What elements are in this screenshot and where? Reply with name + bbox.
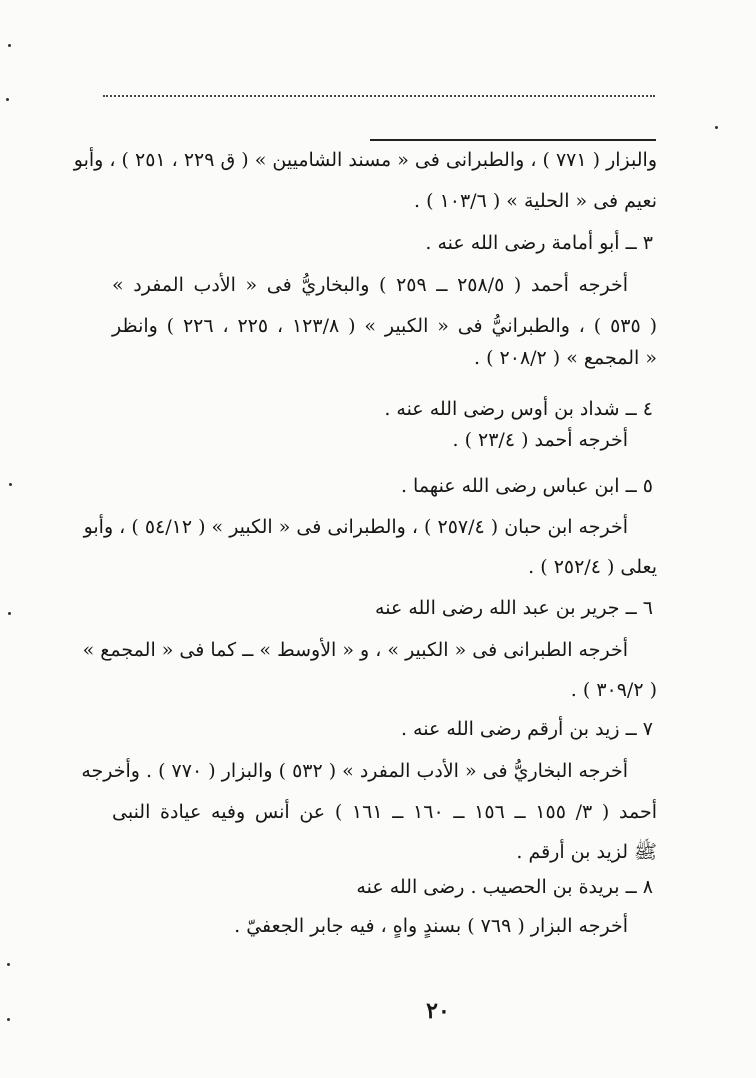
text-line-8: أخرجه أحمد ( ٢٣/٤ ) . <box>452 429 628 451</box>
scan-speck <box>8 44 11 47</box>
text-line-13: أخرجه الطبرانى فى « الكبير » ، و « الأوسط » ــ كما فى « المجمع » <box>82 639 628 661</box>
text-line-4: أخرجه أحمد ( ٢٥٨/٥ ــ ٢٥٩ ) والبخاريُّ فى « الأدب المفرد » <box>112 274 628 296</box>
entry-heading-3: ٣ ــ أبو أمامة رضى الله عنه . <box>425 232 653 254</box>
scan-speck <box>7 963 10 966</box>
text-line-14: ( ٣٠٩/٢ ) . <box>570 679 657 701</box>
text-line-18: ﷺ لزيد بن أرقم . <box>516 841 657 863</box>
scan-speck <box>6 98 9 101</box>
scan-speck <box>7 1018 10 1021</box>
entry-heading-4: ٤ ــ شداد بن أوس رضى الله عنه . <box>384 398 653 420</box>
text-line-10: أخرجه ابن حبان ( ٢٥٧/٤ ) ، والطبرانى فى « الكبير » ( ٥٤/١٢ ) ، وأبو <box>83 516 628 538</box>
text-line-5: ( ٥٣٥ ) ، والطبرانيُّ فى « الكبير » ( ١٢٣/٨ ، ٢٢٥ ، ٢٢٦ ) وانظر <box>112 315 657 337</box>
scan-speck <box>715 126 718 129</box>
footnote-separator-rule <box>370 139 656 141</box>
text-line-17: أحمد ( ٣/ ١٥٥ ــ ١٥٦ ــ ١٦٠ ــ ١٦١ ) عن أنس وفيه عيادة النبى <box>112 801 657 823</box>
scan-speck <box>8 612 11 615</box>
entry-heading-8: ٨ ــ بريدة بن الحصيب . رضى الله عنه <box>356 876 653 898</box>
text-line-16: أخرجه البخاريُّ فى « الأدب المفرد » ( ٥٣٢ ) والبزار ( ٧٧٠ ) . وأخرجه <box>81 760 628 782</box>
text-line-6: « المجمع » ( ٢٠٨/٢ ) . <box>474 347 657 369</box>
header-dotted-rule <box>103 95 655 97</box>
text-line-11: يعلى ( ٢٥٢/٤ ) . <box>528 556 657 578</box>
text-line-1: والبزار ( ٧٧١ ) ، والطبرانى فى « مسند الشاميين » ( ق ٢٢٩ ، ٢٥١ ) ، وأبو <box>73 149 657 171</box>
entry-heading-6: ٦ ــ جرير بن عبد الله رضى الله عنه <box>375 597 653 619</box>
text-line-2: نعيم فى « الحلية » ( ١٠٣/٦ ) . <box>414 190 657 212</box>
entry-heading-7: ٧ ــ زيد بن أرقم رضى الله عنه . <box>400 718 653 740</box>
scan-speck <box>9 483 12 486</box>
text-line-20: أخرجه البزار ( ٧٦٩ ) بسندٍ واهٍ ، فيه جابر الجعفيّ . <box>234 915 628 937</box>
entry-heading-5: ٥ ــ ابن عباس رضى الله عنهما . <box>400 475 653 497</box>
page-number: ٢٠ <box>426 998 450 1024</box>
